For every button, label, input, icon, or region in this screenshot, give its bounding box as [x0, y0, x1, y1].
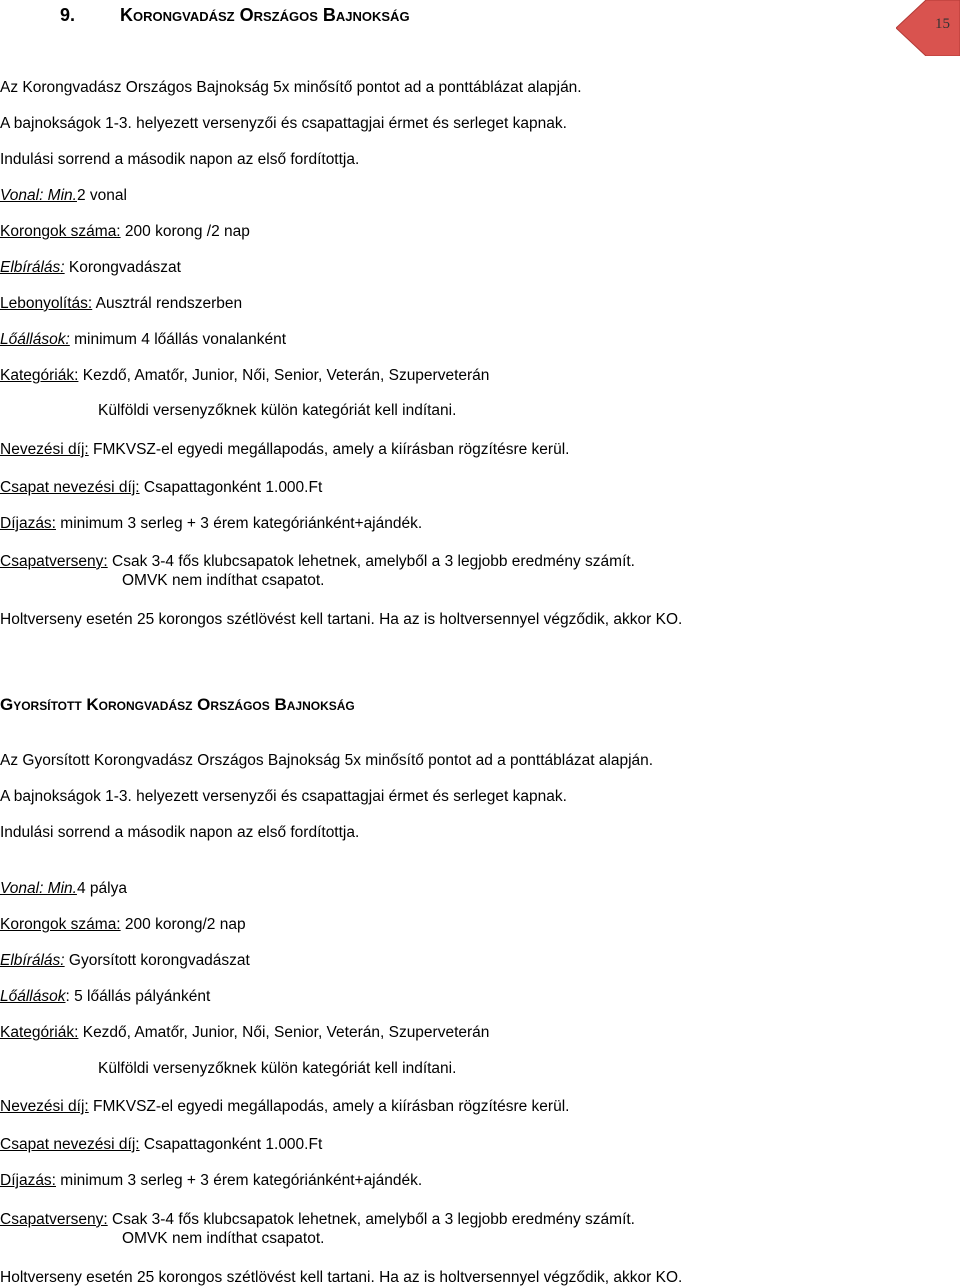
s1-loallasok	[0, 332, 286, 348]
page-number: 15	[935, 16, 950, 32]
s1-vonal-value: 2 vonal	[76, 187, 127, 204]
s1-lebonyolitas-value: Ausztrál rendszerben	[92, 295, 243, 312]
s1-nevezesi-dij-label: Nevezési díj:	[0, 441, 89, 458]
s1-lebonyolitas-label: Lebonyolítás:	[0, 295, 93, 312]
s2-elbiralas	[0, 953, 250, 969]
s1-kategoriak	[0, 368, 489, 384]
s2-intro-2: A bajnokságok 1-3. helyezett versenyzői és csapattagjai érmet és serleget kapnak.	[0, 788, 567, 805]
page-number-badge	[896, 0, 960, 56]
section-number: 9.	[60, 5, 76, 25]
s2-intro-1: Az Gyorsított Korongvadász Országos Bajnokság 5x minősítő pontot ad a ponttáblázat alapján.	[0, 752, 654, 769]
s2-loallasok-label: Lőállások	[0, 988, 66, 1005]
s2-csapatverseny	[0, 1212, 635, 1228]
s2-dijazas-value: minimum 3 serleg + 3 érem kategóriánként+ajándék.	[56, 1172, 423, 1189]
s2-korong	[0, 917, 246, 933]
s2-dijazas-label: Díjazás:	[0, 1172, 56, 1189]
s2-loallasok	[0, 989, 210, 1005]
s1-kategoriak-note: Külföldi versenyzőknek külön kategóriát kell indítani.	[98, 402, 457, 419]
s2-omvk: OMVK nem indíthat csapatot.	[122, 1230, 325, 1247]
s1-csapat-nevezesi-dij-label: Csapat nevezési díj:	[0, 479, 140, 496]
s1-elbiralas	[0, 260, 181, 276]
s2-holtverseny: Holtverseny esetén 25 korongos szétlövést kell tartani. Ha az is holtversennyel végződik, akkor KO.	[0, 1269, 683, 1286]
s1-csapatverseny-value: Csak 3-4 fős klubcsapatok lehetnek, amelyből a 3 legjobb eredmény számít.	[107, 553, 635, 570]
s1-dijazas	[0, 516, 422, 532]
s2-kategoriak-label: Kategóriák:	[0, 1024, 79, 1041]
s2-csapatverseny-label: Csapatverseny:	[0, 1211, 108, 1228]
s1-elbiralas-label: Elbírálás:	[0, 259, 65, 276]
s1-nevezesi-dij-value: FMKVSZ-el egyedi megállapodás, amely a kiírásban rögzítésre kerül.	[88, 441, 570, 458]
s2-nevezesi-dij-value: FMKVSZ-el egyedi megállapodás, amely a kiírásban rögzítésre kerül.	[88, 1098, 570, 1115]
s2-elbiralas-value: Gyorsított korongvadászat	[64, 952, 250, 969]
s1-csapat-nevezesi-dij-value: Csapattagonként 1.000.Ft	[139, 479, 323, 496]
s1-dijazas-value: minimum 3 serleg + 3 érem kategóriánként+ajándék.	[56, 515, 423, 532]
s1-kategoriak-label: Kategóriák:	[0, 367, 79, 384]
s2-korong-value: 200 korong/2 nap	[120, 916, 246, 933]
s1-dijazas-label: Díjazás:	[0, 515, 56, 532]
section-title: Korongvadász Országos Bajnokság	[120, 5, 410, 25]
s2-nevezesi-dij	[0, 1099, 569, 1115]
s1-korong	[0, 224, 250, 240]
s1-korong-value: 200 korong /2 nap	[120, 223, 250, 240]
s1-elbiralas-value: Korongvadászat	[64, 259, 181, 276]
page-corner-arrow-icon	[896, 0, 960, 56]
s1-lebonyolitas	[0, 296, 242, 312]
s2-kategoriak-note: Külföldi versenyzőknek külön kategóriát kell indítani.	[98, 1060, 457, 1077]
s2-nevezesi-dij-label: Nevezési díj:	[0, 1098, 89, 1115]
s2-csapatverseny-value: Csak 3-4 fős klubcsapatok lehetnek, amelyből a 3 legjobb eredmény számít.	[107, 1211, 635, 1228]
s1-intro-2: A bajnokságok 1-3. helyezett versenyzői és csapattagjai érmet és serleget kapnak.	[0, 115, 567, 132]
s1-intro-1: Az Korongvadász Országos Bajnokság 5x minősítő pontot ad a ponttáblázat alapján.	[0, 79, 582, 96]
s2-loallasok-value: : 5 lőállás pályánként	[65, 988, 211, 1005]
s1-korong-label: Korongok száma:	[0, 223, 121, 240]
s1-csapatverseny-label: Csapatverseny:	[0, 553, 108, 570]
section-heading	[60, 5, 410, 26]
s2-vonal-label: Vonal: Min.	[0, 880, 77, 897]
s1-loallasok-label: Lőállások:	[0, 331, 70, 348]
s2-dijazas	[0, 1173, 422, 1189]
s2-kategoriak-value: Kezdő, Amatőr, Junior, Női, Senior, Veterán, Szuperveterán	[78, 1024, 490, 1041]
s2-intro-3: Indulási sorrend a második napon az első fordítottja.	[0, 824, 360, 841]
s2-elbiralas-label: Elbírálás:	[0, 952, 65, 969]
s1-loallasok-value: minimum 4 lőállás vonalanként	[69, 331, 287, 348]
s1-vonal-label: Vonal: Min.	[0, 187, 77, 204]
s2-kategoriak	[0, 1025, 489, 1041]
s1-holtverseny: Holtverseny esetén 25 korongos szétlövést kell tartani. Ha az is holtversennyel végződik, akkor KO.	[0, 611, 683, 628]
s1-csapat-nevezesi-dij	[0, 480, 322, 496]
s2-korong-label: Korongok száma:	[0, 916, 121, 933]
s2-title: Gyorsított Korongvadász Országos Bajnokság	[0, 695, 355, 714]
s1-vonal	[0, 188, 127, 204]
s1-csapatverseny	[0, 554, 635, 570]
s1-nevezesi-dij	[0, 442, 569, 458]
s2-csapat-nevezesi-dij	[0, 1137, 322, 1153]
s1-omvk: OMVK nem indíthat csapatot.	[122, 572, 325, 589]
s2-vonal	[0, 881, 127, 897]
s2-csapat-nevezesi-dij-value: Csapattagonként 1.000.Ft	[139, 1136, 323, 1153]
s2-vonal-value: 4 pálya	[76, 880, 127, 897]
s2-csapat-nevezesi-dij-label: Csapat nevezési díj:	[0, 1136, 140, 1153]
s1-intro-3: Indulási sorrend a második napon az első fordítottja.	[0, 151, 360, 168]
s1-kategoriak-value: Kezdő, Amatőr, Junior, Női, Senior, Veterán, Szuperveterán	[78, 367, 490, 384]
